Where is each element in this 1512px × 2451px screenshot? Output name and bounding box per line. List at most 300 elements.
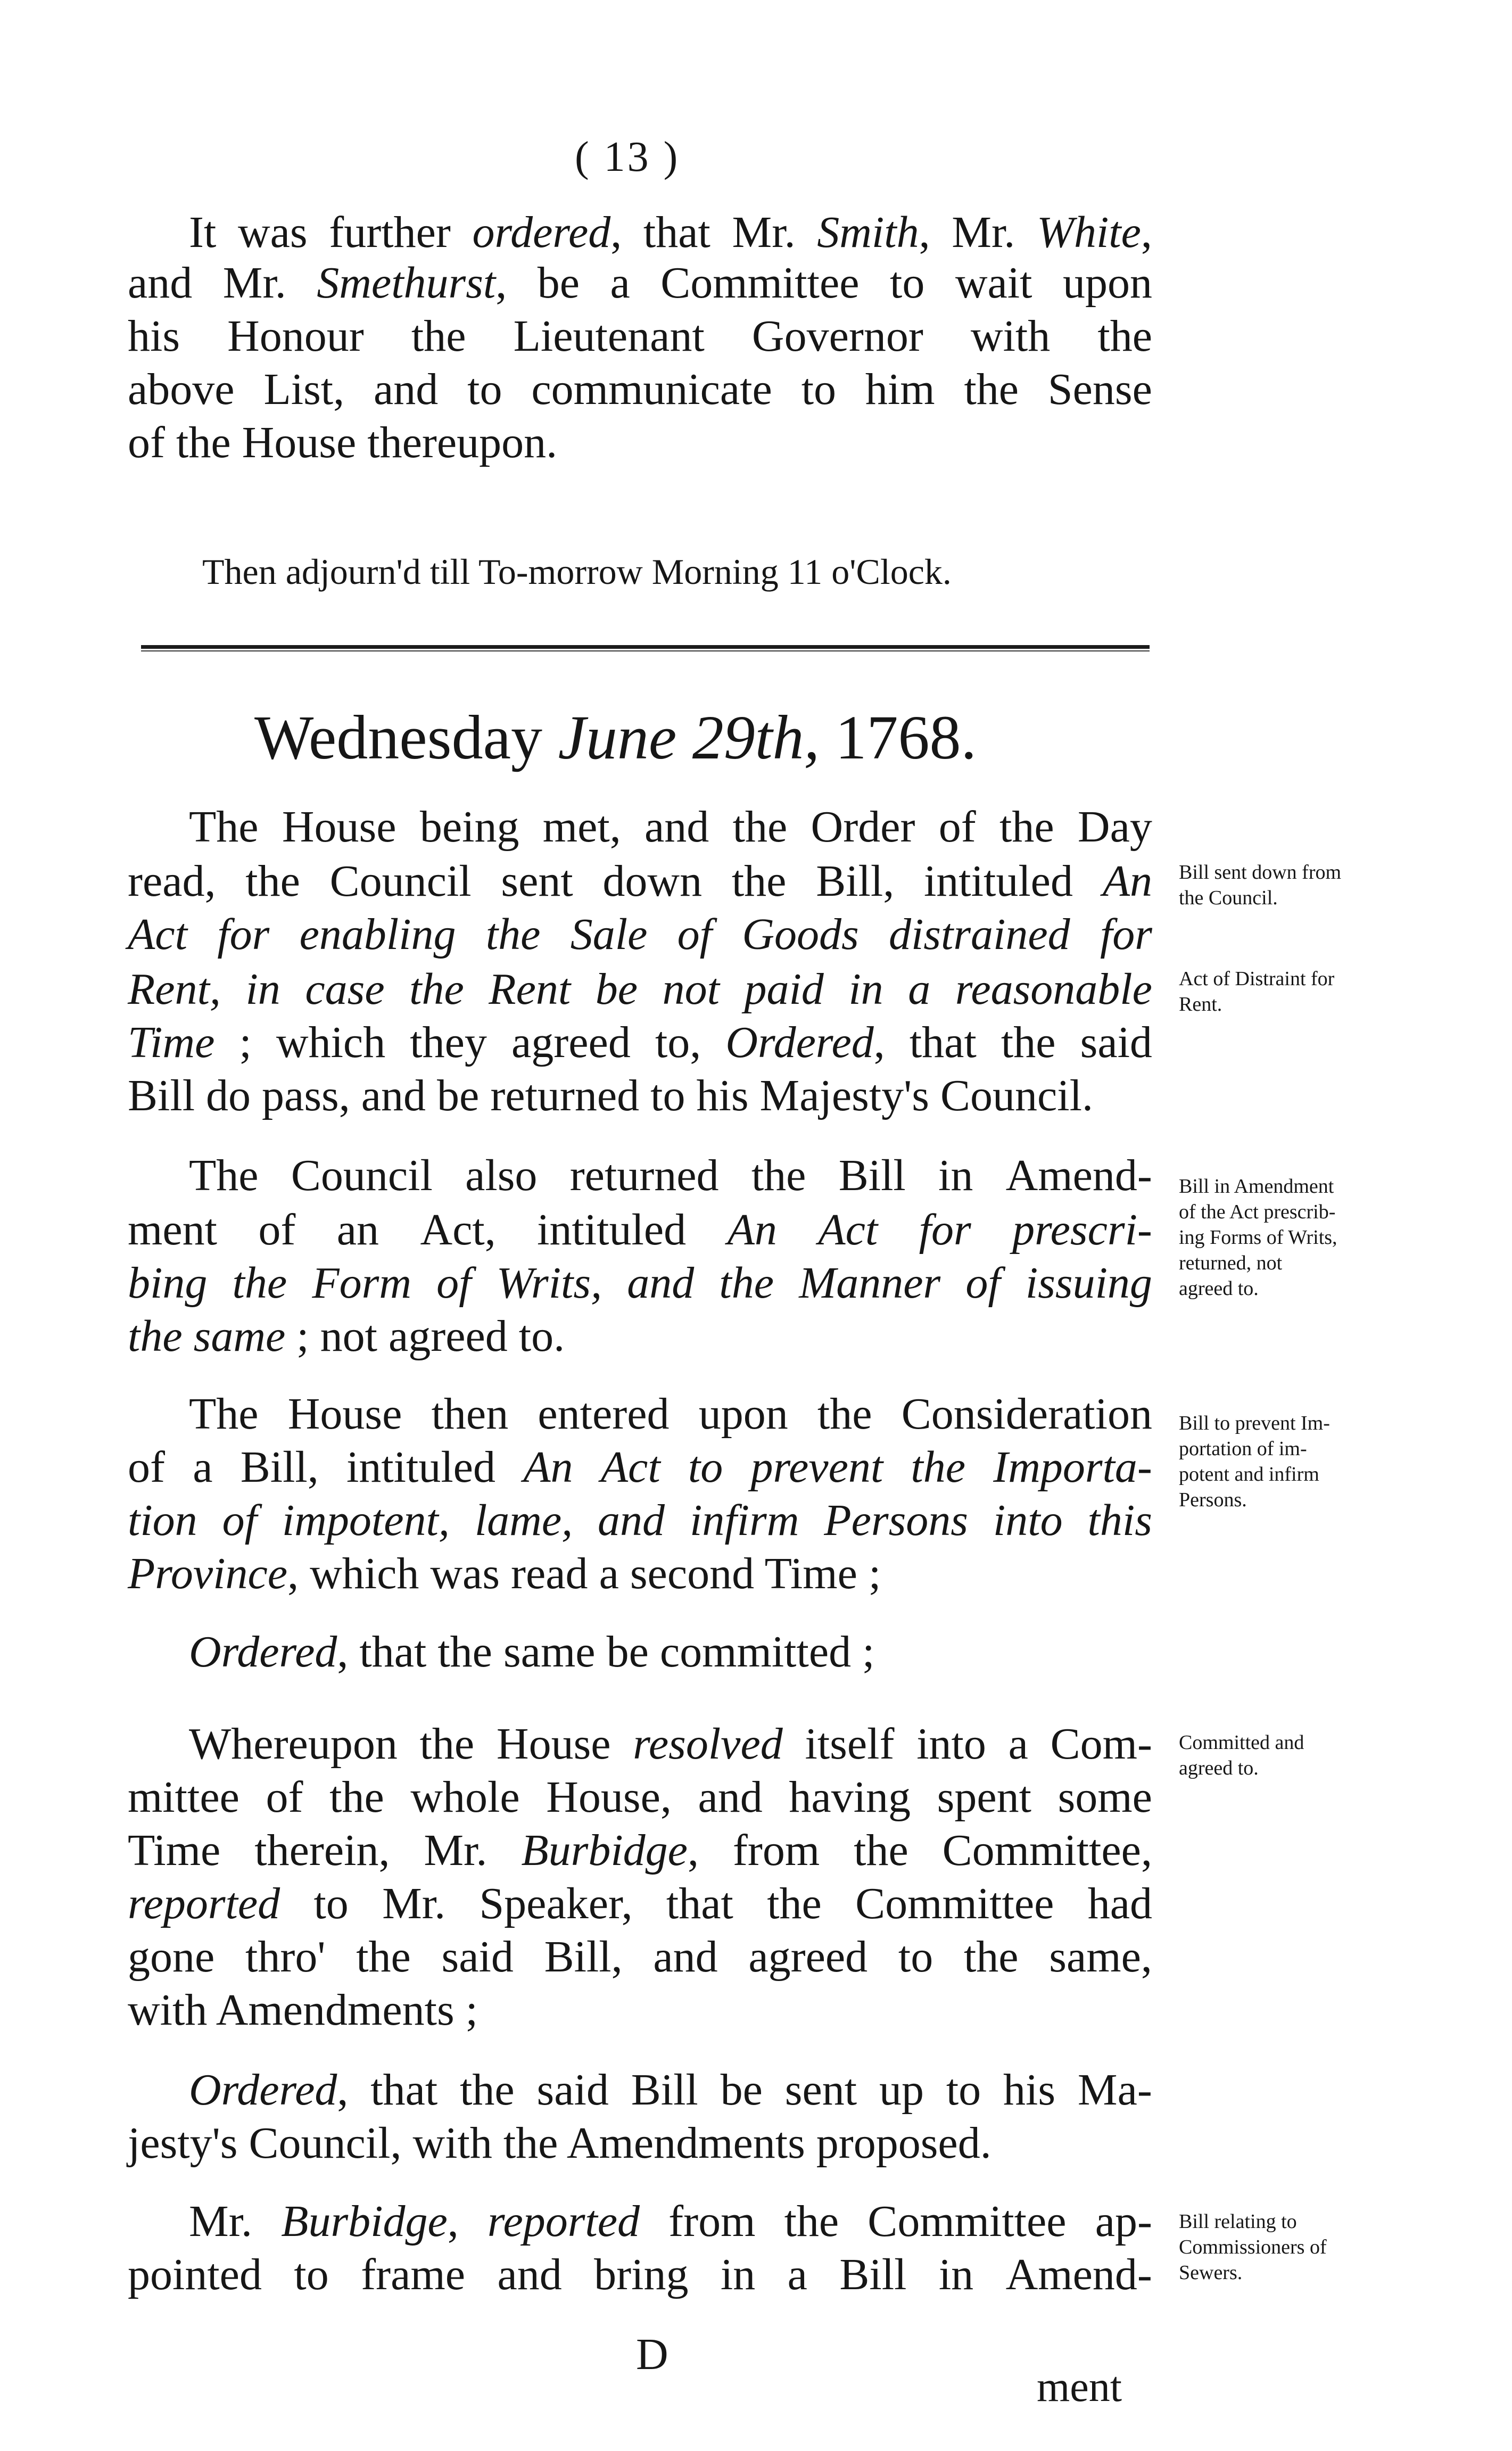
italic-text: lame,: [474, 1496, 573, 1545]
word: [537, 2064, 609, 2116]
word: [1051, 1718, 1152, 1770]
word: [938, 1150, 973, 1201]
roman-text: Council: [329, 856, 472, 906]
word: [460, 2064, 515, 2116]
italic-text: resolved: [633, 1719, 783, 1769]
word: [282, 1495, 450, 1546]
word: [410, 1771, 519, 1823]
roman-text: Consideration: [901, 1389, 1152, 1439]
roman-text: ;: [465, 1985, 478, 2035]
paragraph-line: [189, 1388, 1152, 1440]
word: [571, 909, 648, 960]
roman-text: sent: [784, 2065, 857, 2115]
italic-text: case: [305, 964, 385, 1014]
paragraph-line: [128, 963, 1152, 1015]
roman-text: then: [431, 1389, 509, 1439]
word: [937, 1771, 1031, 1823]
paragraph-line: [189, 1626, 874, 1678]
word: [442, 1931, 514, 1983]
italic-text: of: [222, 1496, 257, 1545]
italic-text: and: [627, 1258, 695, 1308]
roman-text: the: [411, 311, 466, 361]
word: [488, 2196, 640, 2247]
roman-text: therein,: [254, 1826, 390, 1875]
word: [310, 1549, 430, 1598]
italic-text: reported: [487, 2197, 640, 2246]
italic-text: Manner: [799, 1258, 941, 1308]
roman-text: second: [630, 1549, 755, 1598]
italic-text: tion: [128, 1496, 197, 1545]
roman-text: proposed.: [816, 2118, 992, 2168]
adjournment-line: Then adjourn'd till To-morrow Morning 11 o'Clock.: [202, 551, 952, 592]
word: [721, 2249, 755, 2300]
paragraph-line: [128, 1825, 1152, 1876]
word: [411, 310, 466, 362]
roman-text: ,: [687, 1826, 699, 1875]
roman-text: agreed: [388, 1311, 508, 1361]
roman-text: thro': [245, 1932, 326, 1982]
word: [668, 2196, 755, 2247]
word: [128, 1985, 216, 2035]
paragraph-line: [128, 2117, 992, 2169]
roman-text: some: [1057, 1772, 1152, 1822]
roman-text: and: [373, 365, 439, 414]
word: [486, 909, 541, 960]
word: [294, 2249, 328, 2300]
word: [189, 1718, 398, 1770]
word: [300, 909, 456, 960]
word: [420, 1718, 475, 1770]
word: [245, 963, 280, 1015]
word: [594, 2249, 688, 2300]
roman-text: communicate: [531, 365, 772, 414]
roman-text: be: [437, 1071, 480, 1120]
word: [370, 2064, 437, 2116]
italic-text: to: [688, 1442, 723, 1492]
roman-text: and: [645, 802, 709, 852]
roman-text: Act,: [420, 1205, 496, 1255]
roman-text: thereupon.: [367, 418, 558, 467]
word: [258, 1204, 295, 1256]
word: [889, 909, 1070, 960]
word: [955, 257, 1032, 309]
margin-note-line: portation of im-: [1179, 1438, 1307, 1460]
roman-text: Lieutenant: [513, 311, 705, 361]
word: [128, 2118, 249, 2168]
word: [128, 963, 221, 1015]
word: [330, 855, 472, 907]
roman-text: ,: [610, 208, 622, 257]
roman-text: Bill,: [544, 1932, 623, 1982]
roman-text: further: [329, 208, 451, 257]
word: [599, 1549, 630, 1598]
roman-text: gone: [128, 1932, 215, 1982]
roman-text: into: [916, 1719, 986, 1769]
word: [281, 2196, 459, 2247]
roman-text: The: [189, 1389, 259, 1439]
word: [816, 855, 894, 907]
word: [437, 1627, 503, 1677]
roman-text: ;: [868, 1549, 881, 1598]
word: [725, 1017, 885, 1068]
word: [317, 257, 507, 309]
roman-text: Mr.: [222, 258, 286, 308]
word: [627, 1257, 694, 1309]
word: [898, 1931, 933, 1983]
word: [128, 1495, 197, 1546]
word: [238, 207, 308, 258]
roman-text: be: [606, 1627, 649, 1677]
roman-text: Governor: [751, 311, 923, 361]
word: [879, 2064, 924, 2116]
word: [697, 1071, 760, 1120]
roman-text: ,: [447, 2197, 459, 2246]
italic-text: for: [919, 1205, 971, 1255]
roman-text: Com-: [1050, 1719, 1152, 1769]
italic-text: for: [217, 910, 270, 959]
word: [824, 1495, 968, 1546]
word: [430, 1549, 511, 1598]
word: [128, 855, 216, 907]
paragraph-line: [128, 1310, 565, 1362]
margin-note: [1179, 1410, 1330, 1513]
roman-text: be: [537, 258, 580, 308]
roman-text: House,: [546, 1772, 672, 1822]
word: [1080, 1017, 1152, 1068]
word: [971, 310, 1050, 362]
roman-text: the: [767, 1879, 822, 1928]
word: [437, 1071, 490, 1120]
word: [688, 1441, 723, 1493]
margin-note: [1179, 1174, 1337, 1301]
word: [128, 2249, 262, 2300]
roman-text: entered: [538, 1389, 670, 1439]
italic-text: and: [598, 1496, 665, 1545]
margin-note-line: Bill in Amendment: [1179, 1175, 1334, 1198]
roman-text: the: [419, 1719, 475, 1769]
word: [128, 418, 176, 467]
roman-text: Bill,: [816, 856, 895, 906]
roman-text: to: [294, 2250, 329, 2299]
word: [312, 1257, 411, 1309]
word: [650, 1071, 696, 1120]
roman-text: that: [909, 1018, 977, 1067]
roman-text: returned: [490, 1071, 640, 1120]
paragraph-line: [128, 1548, 881, 1599]
word: [374, 364, 438, 415]
intro-line: [128, 257, 1152, 309]
roman-text: a: [193, 1442, 213, 1492]
roman-text: said: [441, 1932, 514, 1982]
roman-text: Mr.: [189, 2197, 253, 2246]
italic-text: issuing: [1025, 1258, 1152, 1308]
paragraph-line: [189, 1150, 1152, 1201]
italic-text: be: [595, 964, 638, 1014]
roman-text: pass,: [262, 1071, 350, 1120]
word: [867, 2196, 1066, 2247]
margin-note: [1179, 860, 1341, 911]
word: [467, 364, 502, 415]
italic-text: reasonable: [955, 964, 1152, 1014]
roman-text: Time: [128, 1826, 221, 1875]
word: [501, 855, 573, 907]
word: [245, 1931, 325, 1983]
roman-text: Amend-: [1005, 1151, 1152, 1200]
word: [602, 855, 702, 907]
word: [760, 1071, 940, 1120]
word: [742, 909, 858, 960]
roman-text: Bill: [839, 2250, 907, 2299]
italic-text: An: [727, 1205, 777, 1255]
word: [546, 1771, 672, 1823]
word: [1095, 2196, 1152, 2247]
word: [359, 1627, 437, 1677]
roman-text: the: [732, 802, 788, 852]
italic-text: bing: [128, 1258, 208, 1308]
roman-text: and: [361, 1071, 426, 1120]
roman-text: Mr.: [382, 1879, 446, 1928]
roman-text: intituled: [346, 1442, 495, 1492]
roman-text: the: [1001, 1018, 1056, 1067]
word: [239, 1017, 251, 1068]
word: [955, 963, 1152, 1015]
italic-text: Ordered: [189, 2065, 337, 2115]
word: [466, 1985, 478, 2035]
roman-text: which: [310, 1549, 419, 1598]
roman-text: they: [410, 1018, 487, 1067]
italic-text: Writs,: [496, 1258, 602, 1308]
paragraph-line: [128, 1495, 1152, 1546]
word: [855, 1878, 1054, 1929]
word: [940, 1071, 1093, 1120]
italic-text: a: [908, 964, 931, 1014]
italic-text: Rent: [489, 964, 571, 1014]
italic-text: in: [245, 964, 280, 1014]
word: [263, 364, 344, 415]
italic-text: Time: [128, 1018, 215, 1067]
roman-text: with: [412, 2118, 492, 2168]
italic-text: enabling: [299, 910, 456, 959]
margin-note-line: Bill sent down from: [1179, 861, 1342, 884]
roman-text: Day: [1077, 802, 1152, 852]
roman-text: House: [287, 1389, 402, 1439]
word: [607, 1627, 660, 1677]
roman-text: in: [938, 2250, 974, 2299]
roman-text: The: [189, 1151, 259, 1200]
word: [610, 257, 630, 309]
italic-text: Ordered: [725, 1018, 874, 1067]
intro-line: [128, 310, 1152, 362]
roman-text: mittee: [128, 1772, 239, 1822]
word: [733, 801, 788, 853]
margin-note-line: Act of Distraint for: [1179, 968, 1335, 990]
roman-text: in: [938, 1151, 973, 1200]
roman-text: be: [720, 2065, 763, 2115]
word: [660, 257, 859, 309]
word: [276, 1017, 385, 1068]
word: [1006, 2249, 1152, 2300]
word: [222, 1495, 257, 1546]
word: [356, 1931, 411, 1983]
roman-text: a: [1008, 1719, 1028, 1769]
word: [939, 801, 976, 853]
word: [946, 2064, 981, 2116]
roman-text: Mr.: [952, 208, 1015, 257]
italic-text: Smith: [817, 208, 919, 257]
word: [748, 1931, 867, 1983]
margin-note-line: agreed to.: [1179, 1277, 1259, 1300]
italic-text: Province: [128, 1549, 288, 1598]
roman-text: and: [128, 258, 193, 308]
word: [410, 1017, 487, 1068]
paragraph-line: [189, 2064, 1152, 2116]
word: [382, 1878, 445, 1929]
word: [128, 1931, 214, 1983]
word: [367, 418, 557, 467]
margin-note-line: Bill to prevent Im-: [1179, 1412, 1330, 1434]
word: [543, 801, 621, 853]
roman-text: to.: [518, 1311, 565, 1361]
word: [1088, 1495, 1152, 1546]
word: [223, 257, 286, 309]
word: [128, 1549, 310, 1598]
word: [514, 310, 705, 362]
word: [919, 1204, 971, 1256]
roman-text: do: [206, 1071, 251, 1120]
word: [1001, 1017, 1056, 1068]
margin-note-line: ing Forms of Writs,: [1179, 1226, 1337, 1249]
word: [242, 418, 368, 467]
roman-text: up: [879, 2065, 924, 2115]
italic-text: An: [523, 1442, 573, 1492]
word: [432, 1388, 509, 1440]
word: [598, 1495, 665, 1546]
roman-text: Committee: [660, 258, 860, 308]
roman-text: Council.: [940, 1071, 1093, 1120]
word: [128, 1771, 239, 1823]
roman-text: House: [496, 1719, 611, 1769]
roman-text: intituled: [537, 1205, 687, 1255]
word: [189, 801, 259, 853]
intro-line: [128, 364, 1152, 415]
word: [489, 963, 571, 1015]
word: [1049, 1931, 1152, 1983]
roman-text: ;: [296, 1311, 309, 1361]
roman-text: met,: [542, 802, 621, 852]
word: [817, 207, 930, 258]
margin-note-line: Committed and: [1179, 1731, 1304, 1754]
roman-text: Time: [764, 1549, 857, 1598]
word: [655, 1017, 701, 1068]
section-divider-rule: [141, 645, 1150, 651]
word: [412, 2118, 503, 2168]
roman-text: intituled: [923, 856, 1073, 906]
roman-text: Bill: [838, 1151, 906, 1200]
roman-text: Committee: [867, 2197, 1067, 2246]
roman-text: of: [266, 1772, 303, 1822]
roman-text: upon: [1062, 258, 1152, 308]
word: [519, 1311, 565, 1361]
roman-text: with: [128, 1985, 208, 2035]
roman-text: returned: [569, 1151, 719, 1200]
roman-text: Bill: [128, 1071, 195, 1120]
italic-text: of: [677, 910, 713, 959]
roman-text: and: [698, 1772, 763, 1822]
word: [908, 963, 930, 1015]
word: [964, 364, 1019, 415]
roman-text: whole: [410, 1772, 520, 1822]
word: [698, 1771, 763, 1823]
italic-text: Act: [128, 910, 187, 959]
roman-text: Bill,: [240, 1442, 319, 1492]
roman-text: ,: [1141, 208, 1152, 257]
roman-text: ,: [873, 1018, 885, 1067]
word: [939, 2249, 973, 2300]
roman-text: agreed: [511, 1018, 631, 1067]
roman-text: ,: [919, 208, 930, 257]
word: [964, 1931, 1019, 1983]
roman-text: pointed: [128, 2250, 262, 2299]
word: [732, 207, 796, 258]
word: [329, 207, 451, 258]
word: [511, 1017, 631, 1068]
roman-text: Sense: [1047, 365, 1152, 414]
roman-text: Amend-: [1005, 2250, 1152, 2299]
word: [128, 1441, 165, 1493]
roman-text: a: [610, 258, 630, 308]
word: [784, 2196, 839, 2247]
roman-text: and: [497, 2250, 562, 2299]
roman-text: said: [536, 2065, 609, 2115]
roman-text: Mr.: [424, 1826, 488, 1875]
italic-text: Sale: [570, 910, 648, 959]
paragraph-line: [189, 2196, 1152, 2247]
word: [189, 2196, 252, 2247]
roman-text: to: [890, 258, 925, 308]
roman-text: of: [938, 802, 976, 852]
roman-text: the: [784, 2197, 839, 2246]
word: [943, 1825, 1152, 1876]
word: [811, 801, 915, 853]
roman-text: the: [356, 1932, 411, 1982]
word: [1048, 364, 1152, 415]
italic-text: prescri-: [1012, 1205, 1152, 1255]
roman-text: the: [999, 802, 1054, 852]
word: [799, 1257, 940, 1309]
word: [653, 1931, 717, 1983]
word: [409, 963, 464, 1015]
word: [645, 801, 709, 853]
word: [677, 909, 712, 960]
word: [503, 1627, 607, 1677]
signature-mark: D: [636, 2330, 668, 2379]
roman-text: the: [329, 1772, 384, 1822]
roman-text: wait: [955, 258, 1032, 308]
word: [1012, 1204, 1152, 1256]
word: [262, 1071, 361, 1120]
roman-text: ,: [287, 1549, 299, 1598]
margin-note-line: agreed to.: [1179, 1757, 1259, 1779]
word: [128, 310, 180, 362]
word: [719, 1257, 774, 1309]
roman-text: ;: [862, 1627, 875, 1677]
word: [346, 1441, 495, 1493]
roman-text: said: [1080, 1018, 1152, 1067]
word: [473, 207, 622, 258]
word: [854, 1825, 908, 1876]
roman-text: spent: [937, 1772, 1031, 1822]
paragraph-line: [189, 801, 1152, 853]
